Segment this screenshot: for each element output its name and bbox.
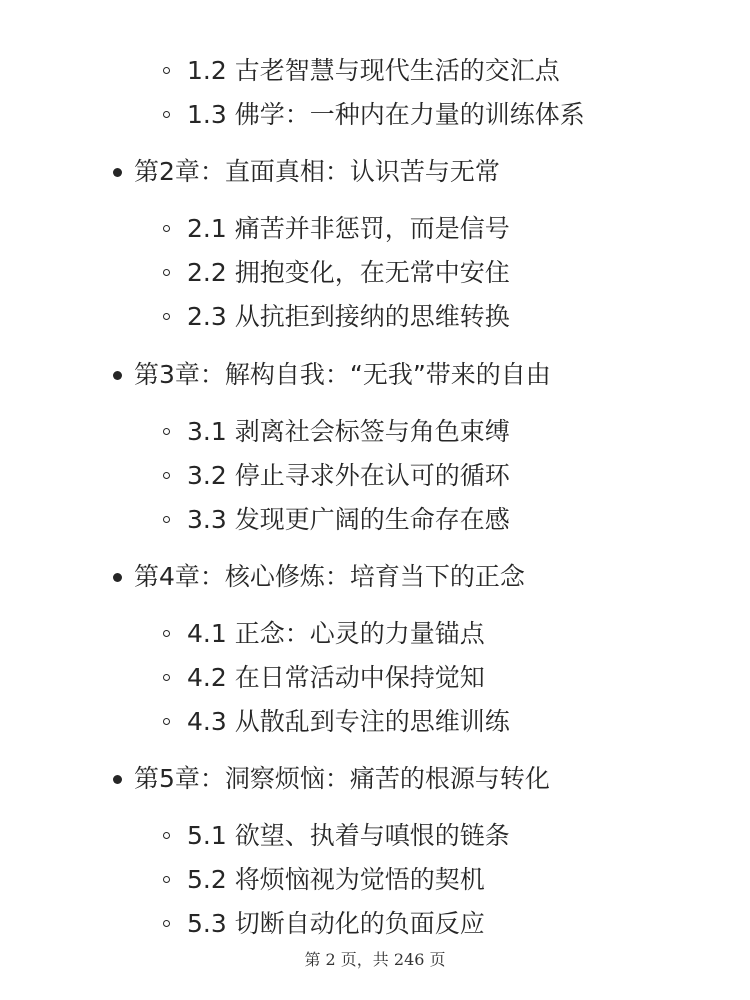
hollow-bullet-icon: [160, 863, 190, 897]
hollow-bullet-icon: [160, 819, 190, 853]
hollow-bullet-icon: [160, 617, 190, 651]
section-title: 5.1 欲望、执着与嗔恨的链条: [187, 821, 510, 850]
section-title: 5.2 将烦恼视为觉悟的契机: [187, 865, 485, 894]
hollow-bullet-icon: [160, 256, 190, 290]
hollow-bullet-icon: [160, 415, 190, 449]
section-title: 2.1 痛苦并非惩罚，而是信号: [187, 214, 510, 243]
section-title: 2.2 拥抱变化，在无常中安住: [187, 258, 510, 287]
section-title: 3.2 停止寻求外在认可的循环: [187, 461, 510, 490]
section-title: 3.3 发现更广阔的生命存在感: [187, 505, 510, 534]
hollow-bullet-icon: [160, 705, 190, 739]
chapter-title: 第4章：核心修炼：培育当下的正念: [134, 562, 525, 591]
section-title: 1.3 佛学：一种内在力量的训练体系: [187, 100, 585, 129]
section-title: 4.1 正念：心灵的力量锚点: [187, 619, 485, 648]
section-title: 1.2 古老智慧与现代生活的交汇点: [187, 56, 560, 85]
hollow-bullet-icon: [160, 459, 190, 493]
hollow-bullet-icon: [160, 503, 190, 537]
hollow-bullet-icon: [160, 212, 190, 246]
hollow-bullet-icon: [160, 661, 190, 695]
chapter-title: 第2章：直面真相：认识苦与无常: [134, 157, 500, 186]
chapter-title: 第3章：解构自我：“无我”带来的自由: [134, 360, 551, 389]
hollow-bullet-icon: [160, 98, 190, 132]
page-number-footer: 第 2 页，共 246 页: [304, 950, 446, 969]
hollow-bullet-icon: [160, 300, 190, 334]
section-title: 5.3 切断自动化的负面反应: [187, 909, 485, 938]
section-title: 4.2 在日常活动中保持觉知: [187, 663, 485, 692]
chapter-title: 第5章：洞察烦恼：痛苦的根源与转化: [134, 764, 550, 793]
hollow-bullet-icon: [160, 54, 190, 88]
section-title: 3.1 剥离社会标签与角色束缚: [187, 417, 510, 446]
hollow-bullet-icon: [160, 907, 190, 941]
section-title: 4.3 从散乱到专注的思维训练: [187, 707, 510, 736]
section-title: 2.3 从抗拒到接纳的思维转换: [187, 302, 510, 331]
